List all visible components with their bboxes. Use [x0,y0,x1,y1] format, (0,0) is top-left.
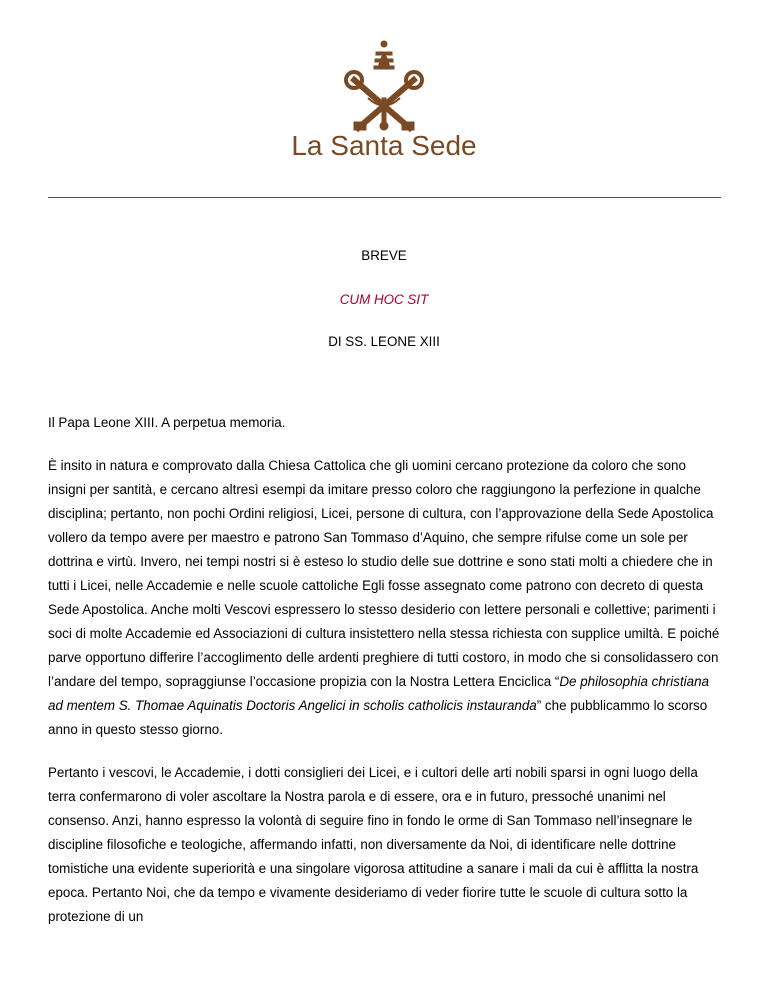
document-title: CUM HOC SIT [339,292,429,307]
site-title: La Santa Sede [291,130,477,161]
document-body [0,411,768,929]
encyclical-title: De philosophia christiana ad mentem S. Thomae Aquinatis Doctoris Angelici in scholis catholicis instauranda [48,674,709,713]
document-author: DI SS. LEONE XIII [328,334,440,349]
document-type: BREVE [361,248,407,263]
paragraph-2: Pertanto i vescovi, le Accademie, i dotti consiglieri dei Licei, e i cultori delle arti nobili sparsi in ogni luogo della terra confermarono di voler ascoltare la Nostra parola e di essere, ora e in futuro, pressoché unanimi nel consenso. Anzi, hanno espresso la volontà di seguire fino in fondo le orme di San Tommaso nell’insegnare le discipline filosofiche e teologiche, affermando infatti, non diversamente da Noi, di identificare nelle dottrine tomistiche una evidente superiorità e una singolare vigorosa attitudine a sanare i mali da cui è afflitta la nostra epoca. Pertanto Noi, che da tempo e vivamente desideriamo di veder fiorire tutte le scuole di cultura sotto la protezione di un [48,765,699,924]
papal-coat-of-arms-icon [338,38,430,134]
site-header [0,0,768,200]
header-divider [48,197,721,198]
salutation: Il Papa Leone XIII. A perpetua memoria. [48,415,286,430]
paragraph-1-text-b: ” che pubblicammo lo scorso anno in questo stesso giorno. [48,698,708,737]
paragraph-1-text-a: È insito in natura e comprovato dalla Chiesa Cattolica che gli uomini cercano protezione da coloro che sono insigni per santità, e cercano altresì esempi da imitare presso coloro che raggiungono la perfezione in qualche disciplina; pertanto, non pochi Ordini religiosi, Licei, persone di cultura, con l’approvazione della Sede Apostolica vollero da tempo avere per maestro e patrono San Tommaso d’Aquino, che sempre rifulse come un sole per dottrina e virtù. Invero, nei tempi nostri si è esteso lo studio delle sue dottrine e sono stati molti a chiedere che in tutti i Licei, nelle Accademie e nelle scuole cattoliche Egli fosse assegnato come patrono con decreto di questa Sede Apostolica. Anche molti Vescovi espressero lo stesso desiderio con lettere personali e collettive; parimenti i soci di molte Accademie ed Associazioni di cultura insistettero nella stessa richiesta con supplice umiltà. E poiché parve opportuno differire l’accoglimento delle ardenti preghiere di tutti costoro, in modo che si consolidassero con l’andare del tempo, sopraggiunse l’occasione propizia con la Nostra Lettera Enciclica “ [48,458,720,689]
paragraph-1 [48,454,720,742]
